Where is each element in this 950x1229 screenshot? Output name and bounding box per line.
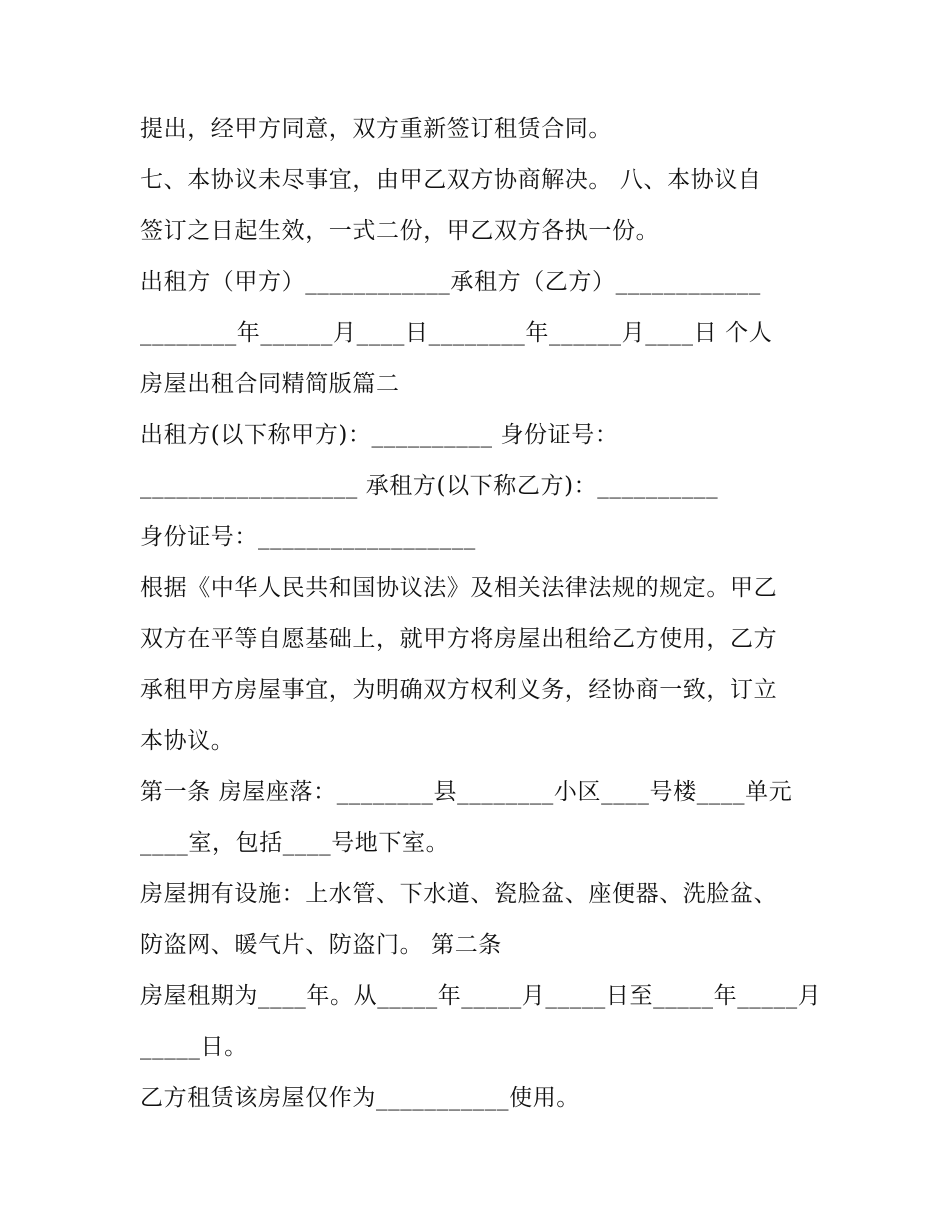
text-line: 本协议。 [140, 728, 235, 754]
text-line: 第一条 房屋座落：________县________小区____号楼____单元 [140, 779, 793, 805]
text-line: 根据《中华人民共和国协议法》及相关法律法规的规定。甲乙 [140, 575, 778, 601]
text-line: 七、本协议未尽事宜，由甲乙双方协商解决。 八、本协议自 [140, 167, 762, 193]
text-line: 房屋租期为____年。从_____年_____月_____日至_____年_____月 [140, 983, 822, 1009]
section-title: 房屋出租合同精简版篇二 [140, 371, 400, 397]
text-line: 出租方(以下称甲方)：__________ 身份证号： [140, 422, 619, 448]
signature-line: 出租方（甲方）____________承租方（乙方）____________ [140, 269, 761, 295]
text-line: 身份证号：__________________ [140, 524, 476, 550]
text-line: 承租甲方房屋事宜，为明确双方权利义务，经协商一致，订立 [140, 677, 778, 703]
text-line: 双方在平等自愿基础上，就甲方将房屋出租给乙方使用，乙方 [140, 626, 778, 652]
text-line: 签订之日起生效，一式二份，甲乙双方各执一份。 [140, 218, 660, 244]
text-line: 提出，经甲方同意，双方重新签订租赁合同。 [140, 116, 612, 142]
text-line: 房屋拥有设施：上水管、下水道、瓷脸盆、座便器、洗脸盆、 [140, 881, 778, 907]
text-line: 乙方租赁该房屋仅作为___________使用。 [140, 1085, 580, 1111]
text-line: __________________ 承租方(以下称乙方)：__________ [140, 473, 719, 499]
text-line: _____日。 [140, 1034, 248, 1060]
date-line: ________年______月____日________年______月____日 个人 [140, 320, 773, 346]
text-line: ____室，包括____号地下室。 [140, 830, 450, 856]
text-line: 防盗网、暖气片、防盗门。 第二条 [140, 932, 502, 958]
